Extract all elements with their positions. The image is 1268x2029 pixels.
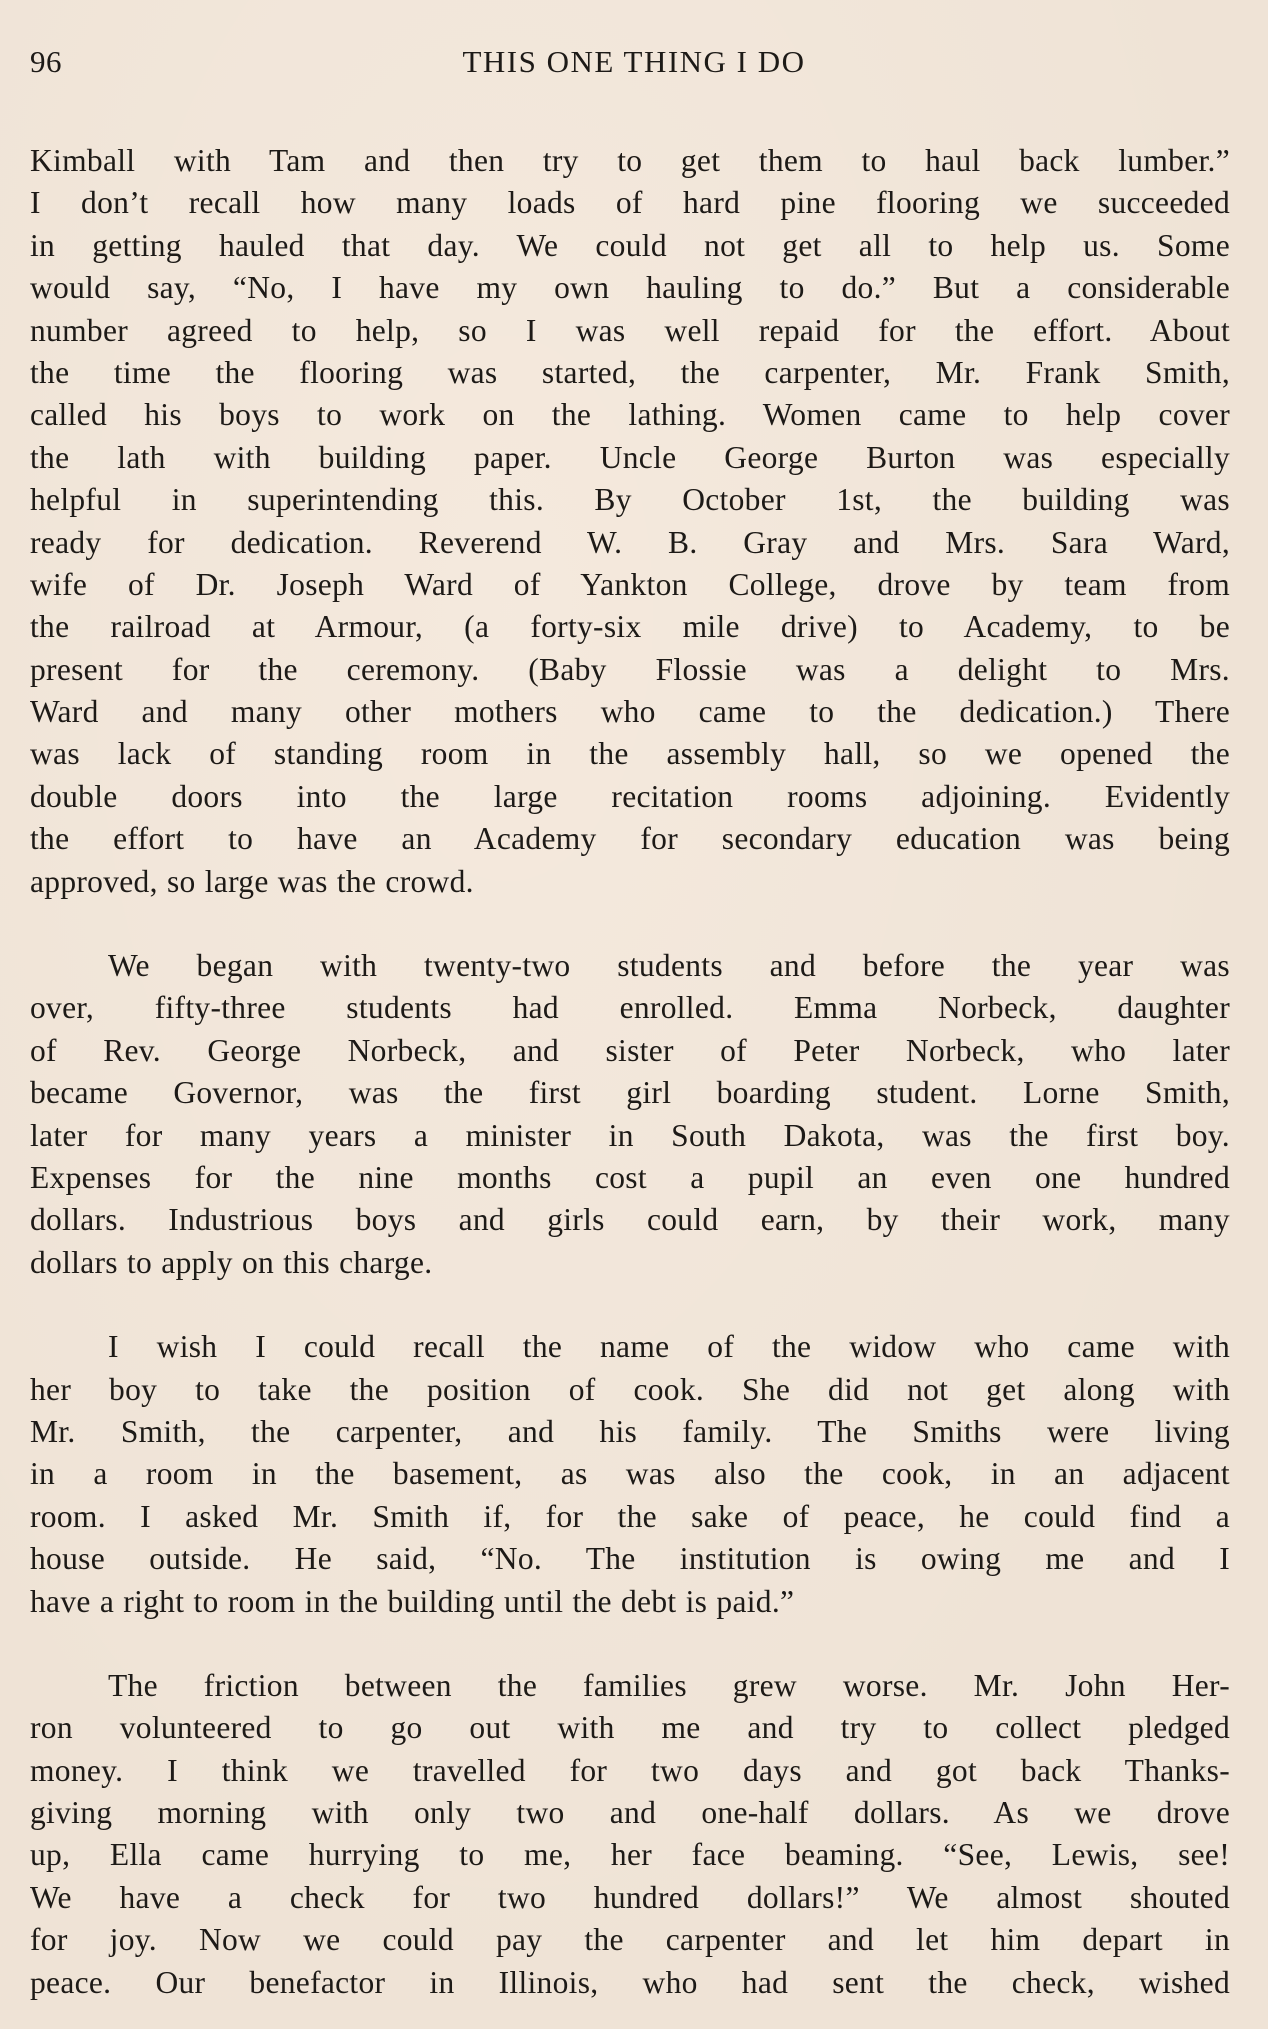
- paragraph: [30, 945, 1230, 1284]
- text-line: over, fifty-three students had enrolled. Emma Norbeck, daughter: [30, 990, 1230, 1026]
- running-title: THIS ONE THING I DO: [462, 44, 806, 79]
- text-line: double doors into the large recitation rooms adjoining. Evidently: [30, 778, 1230, 814]
- running-head: [30, 44, 1238, 84]
- body-text: [30, 140, 1230, 2004]
- text-line: I wish I could recall the name of the widow who came with: [108, 1329, 1230, 1365]
- text-line: Kimball with Tam and then try to get them to haul back lumber.”: [30, 143, 1230, 178]
- text-line: have a right to room in the building until the debt is paid.”: [30, 1583, 795, 1619]
- text-line: the effort to have an Academy for secondary education was being: [30, 821, 1230, 857]
- text-line: peace. Our benefactor in Illinois, who had sent the check, wished: [30, 1964, 1230, 2000]
- text-line: the railroad at Armour, (a forty-six mile drive) to Academy, to be: [30, 609, 1230, 645]
- text-line: the time the flooring was started, the carpenter, Mr. Frank Smith,: [30, 354, 1230, 390]
- text-line: would say, “No, I have my own hauling to do.” But a considerable: [30, 270, 1230, 306]
- text-line: her boy to take the position of cook. She did not get along with: [30, 1371, 1230, 1407]
- text-line: wife of Dr. Joseph Ward of Yankton College, drove by team from: [30, 566, 1230, 602]
- paragraph: [30, 140, 1230, 903]
- text-line: dollars to apply on this charge.: [30, 1244, 433, 1280]
- text-line: ron volunteered to go out with me and try to collect pledged: [30, 1710, 1230, 1746]
- text-line: the lath with building paper. Uncle George Burton was especially: [30, 439, 1230, 475]
- text-line: giving morning with only two and one-half dollars. As we drove: [30, 1795, 1230, 1831]
- text-line: approved, so large was the crowd.: [30, 863, 474, 899]
- text-line: in a room in the basement, as was also the cook, in an adjacent: [30, 1456, 1230, 1492]
- text-line: was lack of standing room in the assembly hall, so we opened the: [30, 736, 1230, 772]
- text-line: We have a check for two hundred dollars!” We almost shouted: [30, 1879, 1230, 1915]
- text-line: The friction between the families grew worse. Mr. John Her-: [108, 1667, 1230, 1703]
- text-line: became Governor, was the first girl boarding student. Lorne Smith,: [30, 1075, 1230, 1111]
- text-line: called his boys to work on the lathing. Women came to help cover: [30, 397, 1230, 433]
- paragraph: [30, 1326, 1230, 1623]
- text-line: dollars. Industrious boys and girls could earn, by their work, many: [30, 1202, 1230, 1238]
- text-line: present for the ceremony. (Baby Flossie was a delight to Mrs.: [30, 651, 1230, 687]
- text-line: helpful in superintending this. By October 1st, the building was: [30, 482, 1230, 518]
- text-line: later for many years a minister in South Dakota, was the first boy.: [30, 1117, 1230, 1153]
- paragraph: [30, 1665, 1230, 2004]
- text-line: in getting hauled that day. We could not get all to help us. Some: [30, 227, 1230, 263]
- text-line: Expenses for the nine months cost a pupil an even one hundred: [30, 1159, 1230, 1195]
- text-line: money. I think we travelled for two days and got back Thanks-: [30, 1752, 1230, 1788]
- text-line: ready for dedication. Reverend W. B. Gray and Mrs. Sara Ward,: [30, 524, 1230, 560]
- text-line: number agreed to help, so I was well repaid for the effort. About: [30, 312, 1230, 348]
- text-line: room. I asked Mr. Smith if, for the sake of peace, he could find a: [30, 1498, 1230, 1534]
- text-line: Ward and many other mothers who came to the dedication.) There: [30, 694, 1230, 730]
- text-line: for joy. Now we could pay the carpenter and let him depart in: [30, 1922, 1230, 1958]
- text-line: We began with twenty-two students and before the year was: [108, 948, 1230, 984]
- text-line: Mr. Smith, the carpenter, and his family. The Smiths were living: [30, 1413, 1230, 1449]
- text-line: up, Ella came hurrying to me, her face beaming. “See, Lewis, see!: [30, 1837, 1230, 1873]
- text-line: of Rev. George Norbeck, and sister of Peter Norbeck, who later: [30, 1032, 1230, 1068]
- page-number: 96: [30, 44, 62, 79]
- text-line: I don’t recall how many loads of hard pine flooring we succeeded: [30, 185, 1230, 221]
- text-line: house outside. He said, “No. The institution is owing me and I: [30, 1541, 1230, 1577]
